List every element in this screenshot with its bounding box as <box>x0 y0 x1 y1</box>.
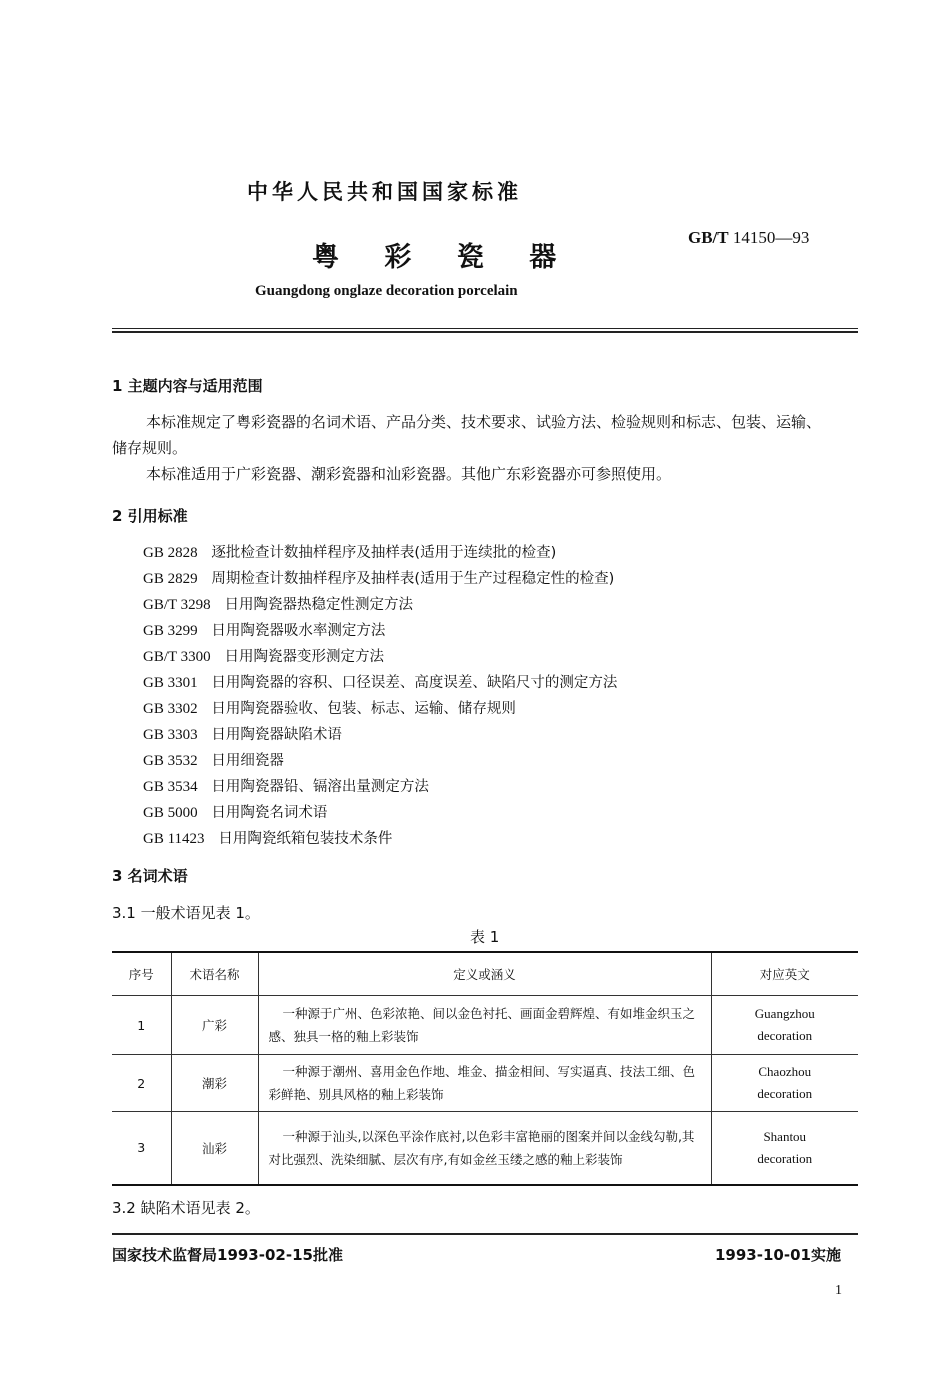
section-3-1-text: 3.1 一般术语见表 1。 <box>112 904 260 922</box>
reference-code: GB 3303 <box>143 727 198 743</box>
english-suffix: decoration <box>757 1086 813 1101</box>
reference-title: 逐批检查计数抽样程序及抽样表(适用于连续批的检查) <box>211 545 557 561</box>
cell-definition: 一种源于潮州、喜用金色作地、堆金、描金相间、写实逼真、技法工细、色彩鲜艳、别具风格的釉上彩装饰 <box>258 1055 711 1112</box>
cell-term: 广彩 <box>171 996 258 1055</box>
reference-item <box>143 645 384 666</box>
reference-code: GB 3302 <box>143 701 198 717</box>
cell-no: 3 <box>112 1112 171 1185</box>
reference-code: GB/T 3300 <box>143 649 211 665</box>
header-divider-thick <box>112 331 858 333</box>
section-3-2-text: 3.2 缺陷术语见表 2。 <box>112 1199 260 1217</box>
table-row <box>112 996 858 1055</box>
english-suffix: decoration <box>757 1028 813 1043</box>
document-number <box>688 228 809 248</box>
cell-definition: 一种源于广州、色彩浓艳、间以金色衬托、画面金碧辉煌、有如堆金织玉之感、独具一格的釉上彩装饰 <box>258 996 711 1055</box>
cell-no: 1 <box>112 996 171 1055</box>
col-header-definition: 定义或涵义 <box>258 952 711 996</box>
reference-item <box>143 775 429 796</box>
footer-divider <box>112 1233 858 1235</box>
table-row <box>112 1055 858 1112</box>
english-suffix: decoration <box>757 1150 813 1166</box>
col-header-english: 对应英文 <box>711 952 858 996</box>
reference-title: 周期检查计数抽样程序及抽样表(适用于生产过程稳定性的检查) <box>211 571 615 587</box>
reference-item <box>143 593 413 614</box>
reference-code: GB 3534 <box>143 779 198 795</box>
cell-term: 潮彩 <box>171 1055 258 1112</box>
reference-item <box>143 723 342 744</box>
reference-code: GB 3532 <box>143 753 198 769</box>
col-header-no: 序号 <box>112 952 171 996</box>
reference-code: GB 2828 <box>143 545 198 561</box>
table-row <box>112 1112 858 1185</box>
reference-title: 日用陶瓷名词术语 <box>211 805 328 821</box>
cell-definition: 一种源于汕头,以深色平涂作底衬,以色彩丰富艳丽的图案并间以金线勾勒,其对比强烈、洗染细腻、层次有序,有如金丝玉缕之感的釉上彩装饰 <box>258 1112 711 1185</box>
reference-code: GB 5000 <box>143 805 198 821</box>
reference-code: GB 3299 <box>143 623 198 639</box>
table-header-row <box>112 952 858 996</box>
section-1-heading: 1 主题内容与适用范围 <box>112 377 263 395</box>
section-1-para-2: 本标准适用于广彩瓷器、潮彩瓷器和汕彩瓷器。其他广东彩瓷器亦可参照使用。 <box>146 465 672 483</box>
reference-item <box>143 827 392 848</box>
reference-title: 日用陶瓷器缺陷术语 <box>211 727 342 743</box>
reference-title: 日用陶瓷器吸水率测定方法 <box>211 623 386 639</box>
reference-code: GB 3301 <box>143 675 198 691</box>
reference-item <box>143 619 385 640</box>
cell-no: 2 <box>112 1055 171 1112</box>
english-term: Chaozhou <box>758 1064 812 1079</box>
cell-english <box>711 1055 858 1112</box>
page-number: 1 <box>835 1283 842 1298</box>
effective-date: 1993-10-01实施 <box>715 1246 841 1264</box>
cell-english <box>711 996 858 1055</box>
reference-item <box>143 697 516 718</box>
reference-item <box>143 749 284 770</box>
section-1-para-1-line-2: 储存规则。 <box>112 439 188 457</box>
approval-date: 国家技术监督局1993-02-15批准 <box>112 1246 343 1264</box>
standard-type: 中华人民共和国国家标准 <box>247 180 522 204</box>
section-1-para-1-line-1: 本标准规定了粤彩瓷器的名词术语、产品分类、技术要求、试验方法、检验规则和标志、包装、运输、 <box>146 413 822 431</box>
reference-code: GB/T 3298 <box>143 597 211 613</box>
doc-number-value: 14150—93 <box>732 228 810 247</box>
reference-code: GB 11423 <box>143 831 205 847</box>
reference-title: 日用陶瓷器验收、包装、标志、运输、储存规则 <box>211 701 516 717</box>
header-divider-thin <box>112 328 858 329</box>
cell-english <box>711 1112 858 1185</box>
reference-title: 日用陶瓷纸箱包装技术条件 <box>218 831 393 847</box>
col-header-term: 术语名称 <box>171 952 258 996</box>
english-term: Guangzhou <box>754 1006 815 1021</box>
reference-title: 日用陶瓷器热稳定性测定方法 <box>224 597 413 613</box>
section-2-heading: 2 引用标准 <box>112 507 188 525</box>
reference-title: 日用陶瓷器变形测定方法 <box>224 649 384 665</box>
english-term: Shantou <box>763 1128 807 1144</box>
reference-code: GB 2829 <box>143 571 198 587</box>
reference-item <box>143 671 617 692</box>
terms-table <box>112 951 858 1186</box>
page-title: 粤 彩 瓷 器 <box>312 242 575 273</box>
section-3-heading: 3 名词术语 <box>112 867 188 885</box>
english-title: Guangdong onglaze decoration porcelain <box>255 283 518 299</box>
cell-term: 汕彩 <box>171 1112 258 1185</box>
reference-title: 日用陶瓷器铅、镉溶出量测定方法 <box>211 779 429 795</box>
reference-title: 日用细瓷器 <box>211 753 284 769</box>
table-caption: 表 1 <box>470 928 500 946</box>
reference-item <box>143 541 556 562</box>
reference-title: 日用陶瓷器的容积、口径误差、高度误差、缺陷尺寸的测定方法 <box>211 675 618 691</box>
reference-item <box>143 567 614 588</box>
doc-number-prefix: GB/T <box>688 228 729 247</box>
reference-item <box>143 801 327 822</box>
